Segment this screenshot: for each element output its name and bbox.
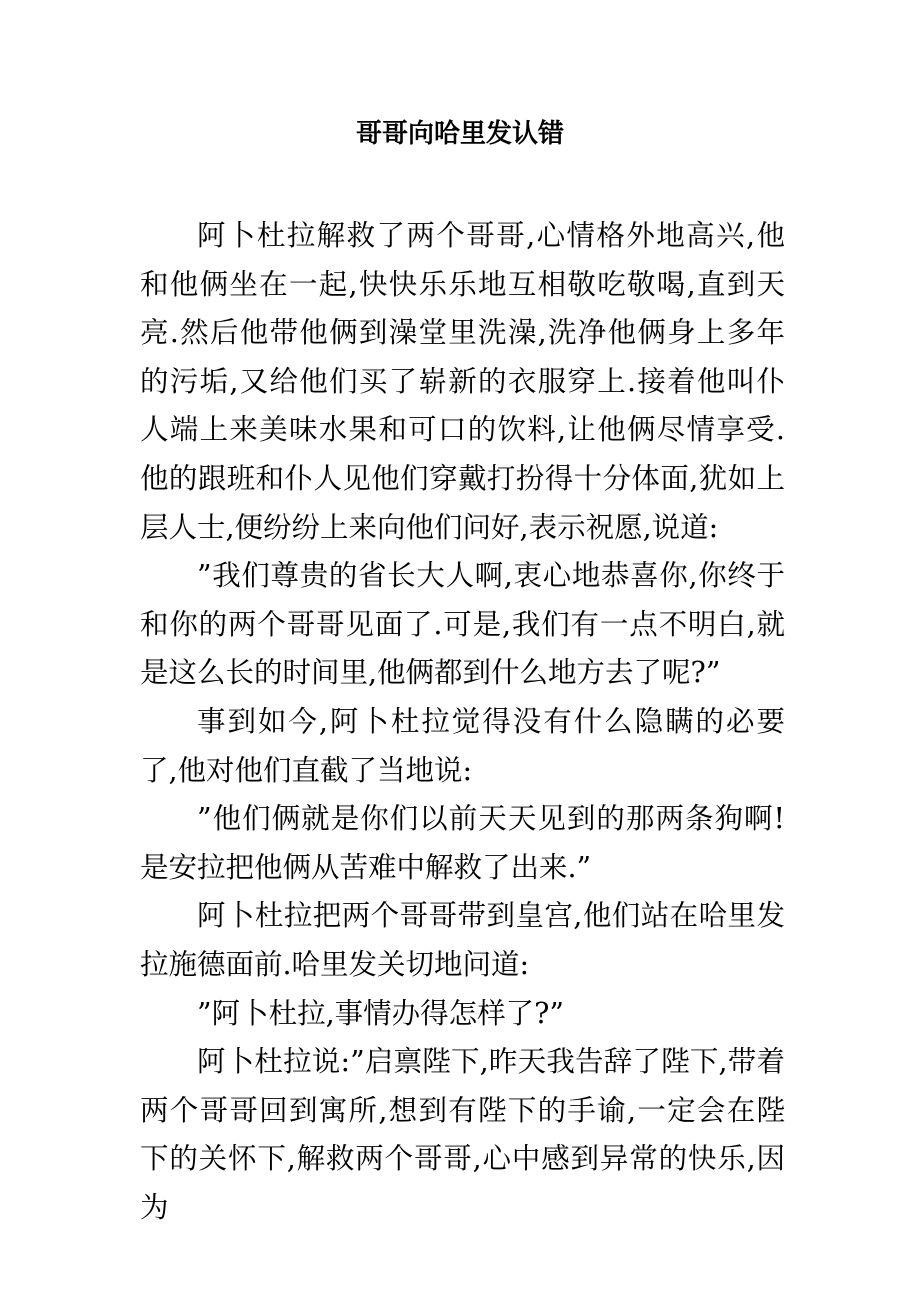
paragraph: ”我们尊贵的省长大人啊,衷心地恭喜你,你终于和你的两个哥哥见面了.可是,我们有一点不明白,就是这么长的时间里,他俩都到什么地方去了呢?” xyxy=(140,559,785,690)
paragraph: 阿卜杜拉把两个哥哥带到皇宫,他们站在哈里发拉施德面前.哈里发关切地问道: xyxy=(140,899,785,981)
paragraph: 阿卜杜拉解救了两个哥哥,心情格外地高兴,他和他俩坐在一起,快快乐乐地互相敬吃敬喝,直到天亮.然后他带他俩到澡堂里洗澡,洗净他俩身上多年的污垢,又给他们买了崭新的衣服穿上.接着他叫仆人端上来美味水果和可口的饮料,让他俩尽情享受.他的跟班和仆人见他们穿戴打扮得十分体面,犹如上层人士,便纷纷上来向他们问好,表示祝愿,说道: xyxy=(140,219,785,544)
paragraph: ”他们俩就是你们以前天天见到的那两条狗啊!是安拉把他俩从苦难中解救了出来.” xyxy=(140,802,785,884)
document-title: 哥哥向哈里发认错 xyxy=(355,119,564,149)
document-body xyxy=(140,212,785,1232)
paragraph: 事到如今,阿卜杜拉觉得没有什么隐瞒的必要了,他对他们直截了当地说: xyxy=(140,704,785,787)
paragraph: ”阿卜杜拉,事情办得怎样了?” xyxy=(197,996,564,1030)
paragraph: 阿卜杜拉说:”启禀陛下,昨天我告辞了陛下,带着两个哥哥回到寓所,想到有陛下的手谕,一定会在陛下的关怀下,解救两个哥哥,心中感到异常的快乐,因为 xyxy=(140,1045,785,1224)
